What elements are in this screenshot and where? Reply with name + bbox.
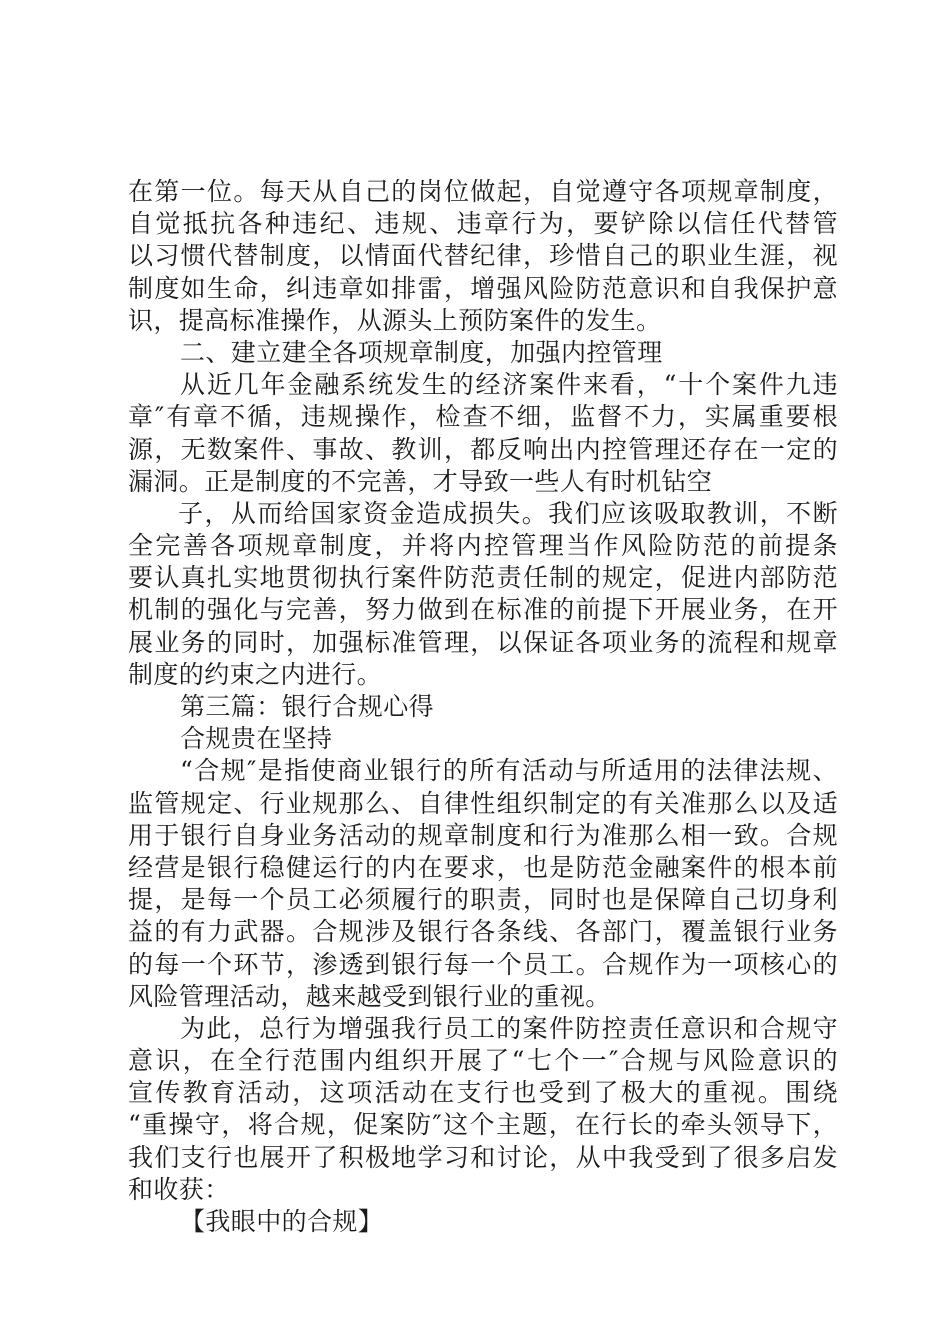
text-line: 风险管理活动，越来越受到银行业的重视。 [128, 981, 611, 1011]
text-line: 源，无数案件、事故、教训，都反响出内控管理还存在一定的 [128, 434, 838, 464]
text-line: 展业务的同时，加强标准管理，以保证各项业务的流程和规章 [128, 627, 838, 657]
subsection-heading: 【我眼中的合规】 [180, 1207, 384, 1236]
text-line: 的每一个环节，渗透到银行每一个员工。合规作为一项核心的 [128, 949, 838, 979]
text-line: 从近几年金融系统发生的经济案件来看，“十个案件九违 [180, 370, 838, 400]
article-title: 合规贵在坚持 [180, 724, 333, 754]
document-body [128, 176, 838, 1238]
text-line: 识，提高标准操作，从源头上预防案件的发生。 [128, 305, 662, 335]
text-line: 子，从而给国家资金造成损失。我们应该吸取教训，不断 [178, 498, 838, 528]
text-line: 意识，在全行范围内组织开展了“七个一″合规与风险意识的 [128, 1046, 838, 1076]
chapter-title: 第三篇：银行合规心得 [180, 692, 435, 721]
text-line: 为此，总行为增强我行员工的案件防控责任意识和合规守 [180, 1013, 838, 1043]
text-line: “重操守，将合规，促案防″这个主题，在行长的牵头领导下， [128, 1110, 838, 1140]
text-line: 漏洞。正是制度的不完善，才导致一些人有时机钻空 [128, 466, 713, 496]
text-line: 益的有力武器。合规涉及银行各条线、各部门，覆盖银行业务 [128, 917, 838, 947]
text-line: 制度的约束之内进行。 [128, 659, 383, 689]
section-heading: 二、建立建全各项规章制度，加强内控管理 [180, 337, 663, 367]
text-line: 要认真扎实地贯彻执行案件防范责任制的规定，促进内部防范 [128, 563, 838, 593]
text-line: 以习惯代替制度，以情面代替纪律，珍惜自己的职业生涯，视 [128, 241, 838, 271]
text-line: 章″有章不循，违规操作，检查不细，监督不力，实属重要根 [128, 402, 838, 432]
text-line: 全完善各项规章制度，并将内控管理当作风险防范的前提条 [128, 531, 838, 561]
text-line: 提，是每一个员工必须履行的职责，同时也是保障自己切身利 [128, 885, 838, 915]
text-line: 用于银行自身业务活动的规章制度和行为准那么相一致。合规 [128, 820, 838, 850]
text-line: 我们支行也展开了积极地学习和讨论，从中我受到了很多启发 [128, 1142, 838, 1172]
text-line: 经营是银行稳健运行的内在要求，也是防范金融案件的根本前 [128, 852, 838, 882]
text-line: 在第一位。每天从自己的岗位做起，自觉遵守各项规章制度， [128, 177, 838, 206]
text-line: 机制的强化与完善，努力做到在标准的前提下开展业务，在开 [128, 595, 838, 625]
text-line: “合规″是指使商业银行的所有活动与所适用的法律法规、 [180, 756, 838, 786]
text-line: 和收获： [128, 1174, 230, 1204]
text-line: 监管规定、行业规那么、自律性组织制定的有关准那么以及适 [128, 788, 838, 818]
text-line: 宣传教育活动，这项活动在支行也受到了极大的重视。围绕 [128, 1078, 838, 1108]
text-line: 自觉抵抗各种违纪、违规、违章行为，要铲除以信任代替管 [128, 209, 838, 239]
text-line: 制度如生命，纠违章如排雷，增强风险防范意识和自我保护意 [128, 273, 838, 303]
